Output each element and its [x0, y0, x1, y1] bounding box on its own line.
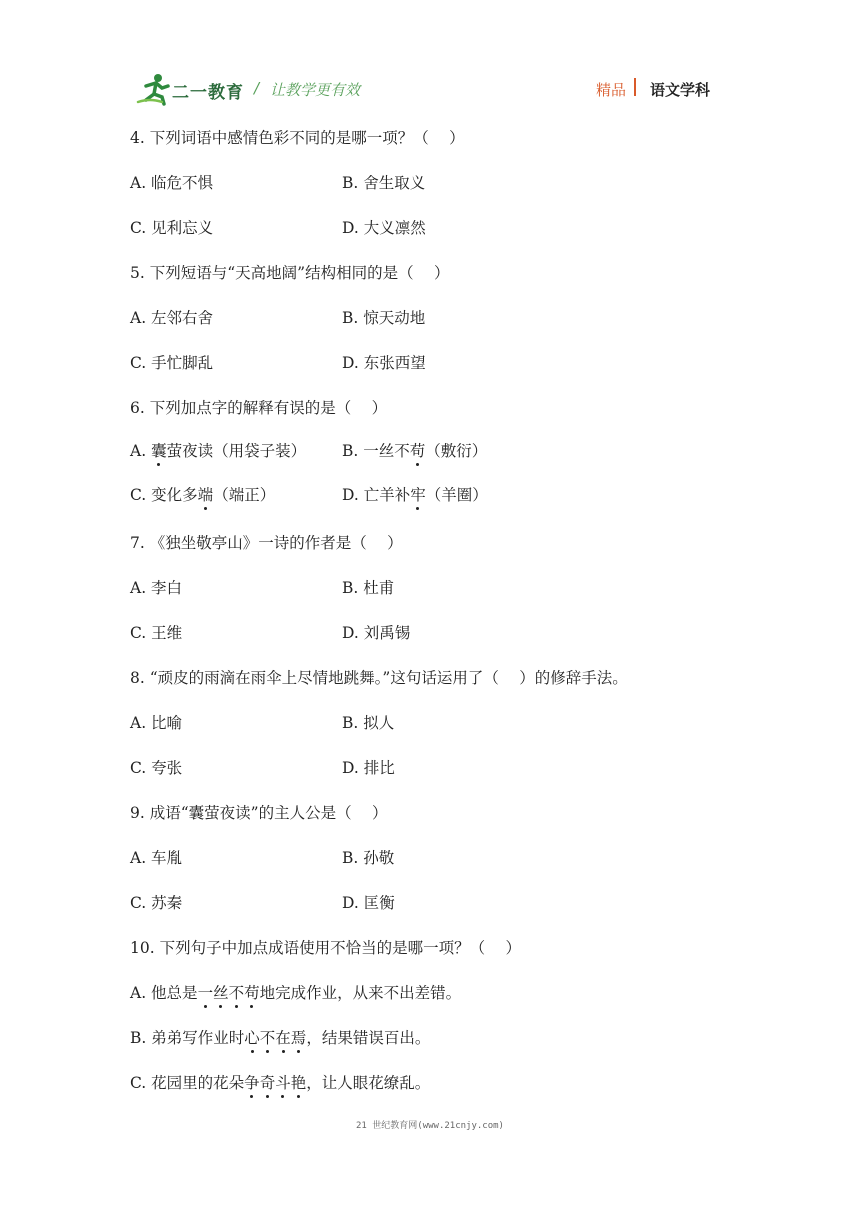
option-text: （端正）: [213, 486, 276, 504]
dotted-char: 不: [228, 984, 245, 1002]
question-7-option-b: B. 杜甫: [342, 579, 395, 597]
question-8-option-b: B. 拟人: [342, 714, 395, 732]
question-6-option-c: [130, 485, 275, 505]
dotted-char: 奇: [259, 1074, 276, 1092]
question-4-option-d: D. 大义凛然: [342, 219, 426, 237]
question-9-option-a: A. 车胤: [130, 849, 183, 867]
question-9-option-d: D. 匡衡: [342, 894, 395, 912]
page-footer: 21 世纪教育网(www.21cnjy.com): [356, 1121, 504, 1131]
dotted-char: 丝: [213, 984, 229, 1002]
option-text: 萤夜读（用袋子装）: [166, 442, 307, 460]
question-5-option-c: C. 手忙脚乱: [130, 354, 214, 372]
option-text: A.: [130, 442, 152, 460]
question-9-option-b: B. 孙敬: [342, 849, 395, 867]
dotted-char: 斗: [275, 1074, 291, 1092]
question-5-stem: 5. 下列短语与“天高地阔”结构相同的是（ ）: [130, 264, 450, 282]
question-10-stem: 10. 下列句子中加点成语使用不恰当的是哪一项？（ ）: [130, 939, 522, 957]
question-8-option-d: D. 排比: [342, 759, 395, 777]
question-4-option-a: A. 临危不惧: [130, 174, 214, 192]
dotted-char: 在: [275, 1029, 291, 1047]
question-7-option-d: D. 刘禹锡: [342, 624, 411, 642]
question-6-stem: 6. 下列加点字的解释有误的是（ ）: [130, 399, 388, 417]
slogan-separator: /: [254, 79, 260, 97]
question-5-option-a: A. 左邻右舍: [130, 309, 214, 327]
option-text: （敷衍）: [425, 442, 488, 460]
dotted-char: 艳: [290, 1074, 307, 1092]
option-text: C. 花园里的花朵: [130, 1074, 245, 1092]
question-4-option-c: C. 见利忘义: [130, 219, 214, 237]
question-8-option-a: A. 比喻: [130, 714, 183, 732]
dotted-char: 焉: [290, 1029, 307, 1047]
question-9-option-c: C. 苏秦: [130, 894, 183, 912]
question-7-stem: 7. 《独坐敬亭山》一诗的作者是（ ）: [130, 534, 403, 552]
subject-label: 语文学科: [650, 81, 711, 99]
option-text: A. 他总是: [130, 984, 198, 1002]
dotted-char: 心: [244, 1029, 260, 1047]
dotted-char: 端: [197, 486, 214, 504]
option-text: ，让人眼花缭乱。: [306, 1074, 431, 1092]
slogan: 让教学更有效: [270, 81, 361, 99]
question-4-stem: 4. 下列词语中感情色彩不同的是哪一项？（ ）: [130, 129, 465, 147]
option-text: B. 弟弟写作业时: [130, 1029, 245, 1047]
dotted-char: 牢: [410, 486, 426, 504]
question-5-option-d: D. 东张西望: [342, 354, 426, 372]
page-header: [0, 0, 860, 110]
question-8-option-c: C. 夸张: [130, 759, 183, 777]
dotted-char: 苟: [244, 984, 260, 1002]
badge-divider: [634, 78, 636, 96]
option-text: （羊圈）: [425, 486, 488, 504]
option-text: ，结果错误百出。: [306, 1029, 431, 1047]
question-6-option-b: [342, 441, 487, 461]
question-10-option-c: [130, 1073, 430, 1093]
question-10-option-b: [130, 1028, 430, 1048]
dotted-char: 苟: [409, 442, 426, 460]
option-text: C. 变化多: [130, 486, 198, 504]
brand-name: 二一教育: [172, 83, 244, 103]
question-9-stem: 9. 成语“囊萤夜读”的主人公是（ ）: [130, 804, 388, 822]
dotted-char: 争: [244, 1074, 260, 1092]
question-7-option-a: A. 李白: [130, 579, 183, 597]
question-6-option-d: [342, 485, 488, 505]
option-text: B. 一丝不: [342, 442, 410, 460]
option-text: 地完成作业，从来不出差错。: [259, 984, 462, 1002]
question-7-option-c: C. 王维: [130, 624, 183, 642]
question-8-stem: 8. “顽皮的雨滴在雨伞上尽情地跳舞。”这句话运用了（ ）的修辞手法。: [130, 669, 628, 687]
quality-badge: 精品: [596, 81, 627, 99]
question-5-option-b: B. 惊天动地: [342, 309, 426, 327]
dotted-char: 囊: [151, 442, 167, 460]
dotted-char: 一: [197, 984, 214, 1002]
question-4-option-b: B. 舍生取义: [342, 174, 426, 192]
question-6-option-a: [130, 441, 306, 461]
option-text: D. 亡羊补: [342, 486, 411, 504]
question-10-option-a: [130, 983, 461, 1003]
dotted-char: 不: [259, 1029, 276, 1047]
